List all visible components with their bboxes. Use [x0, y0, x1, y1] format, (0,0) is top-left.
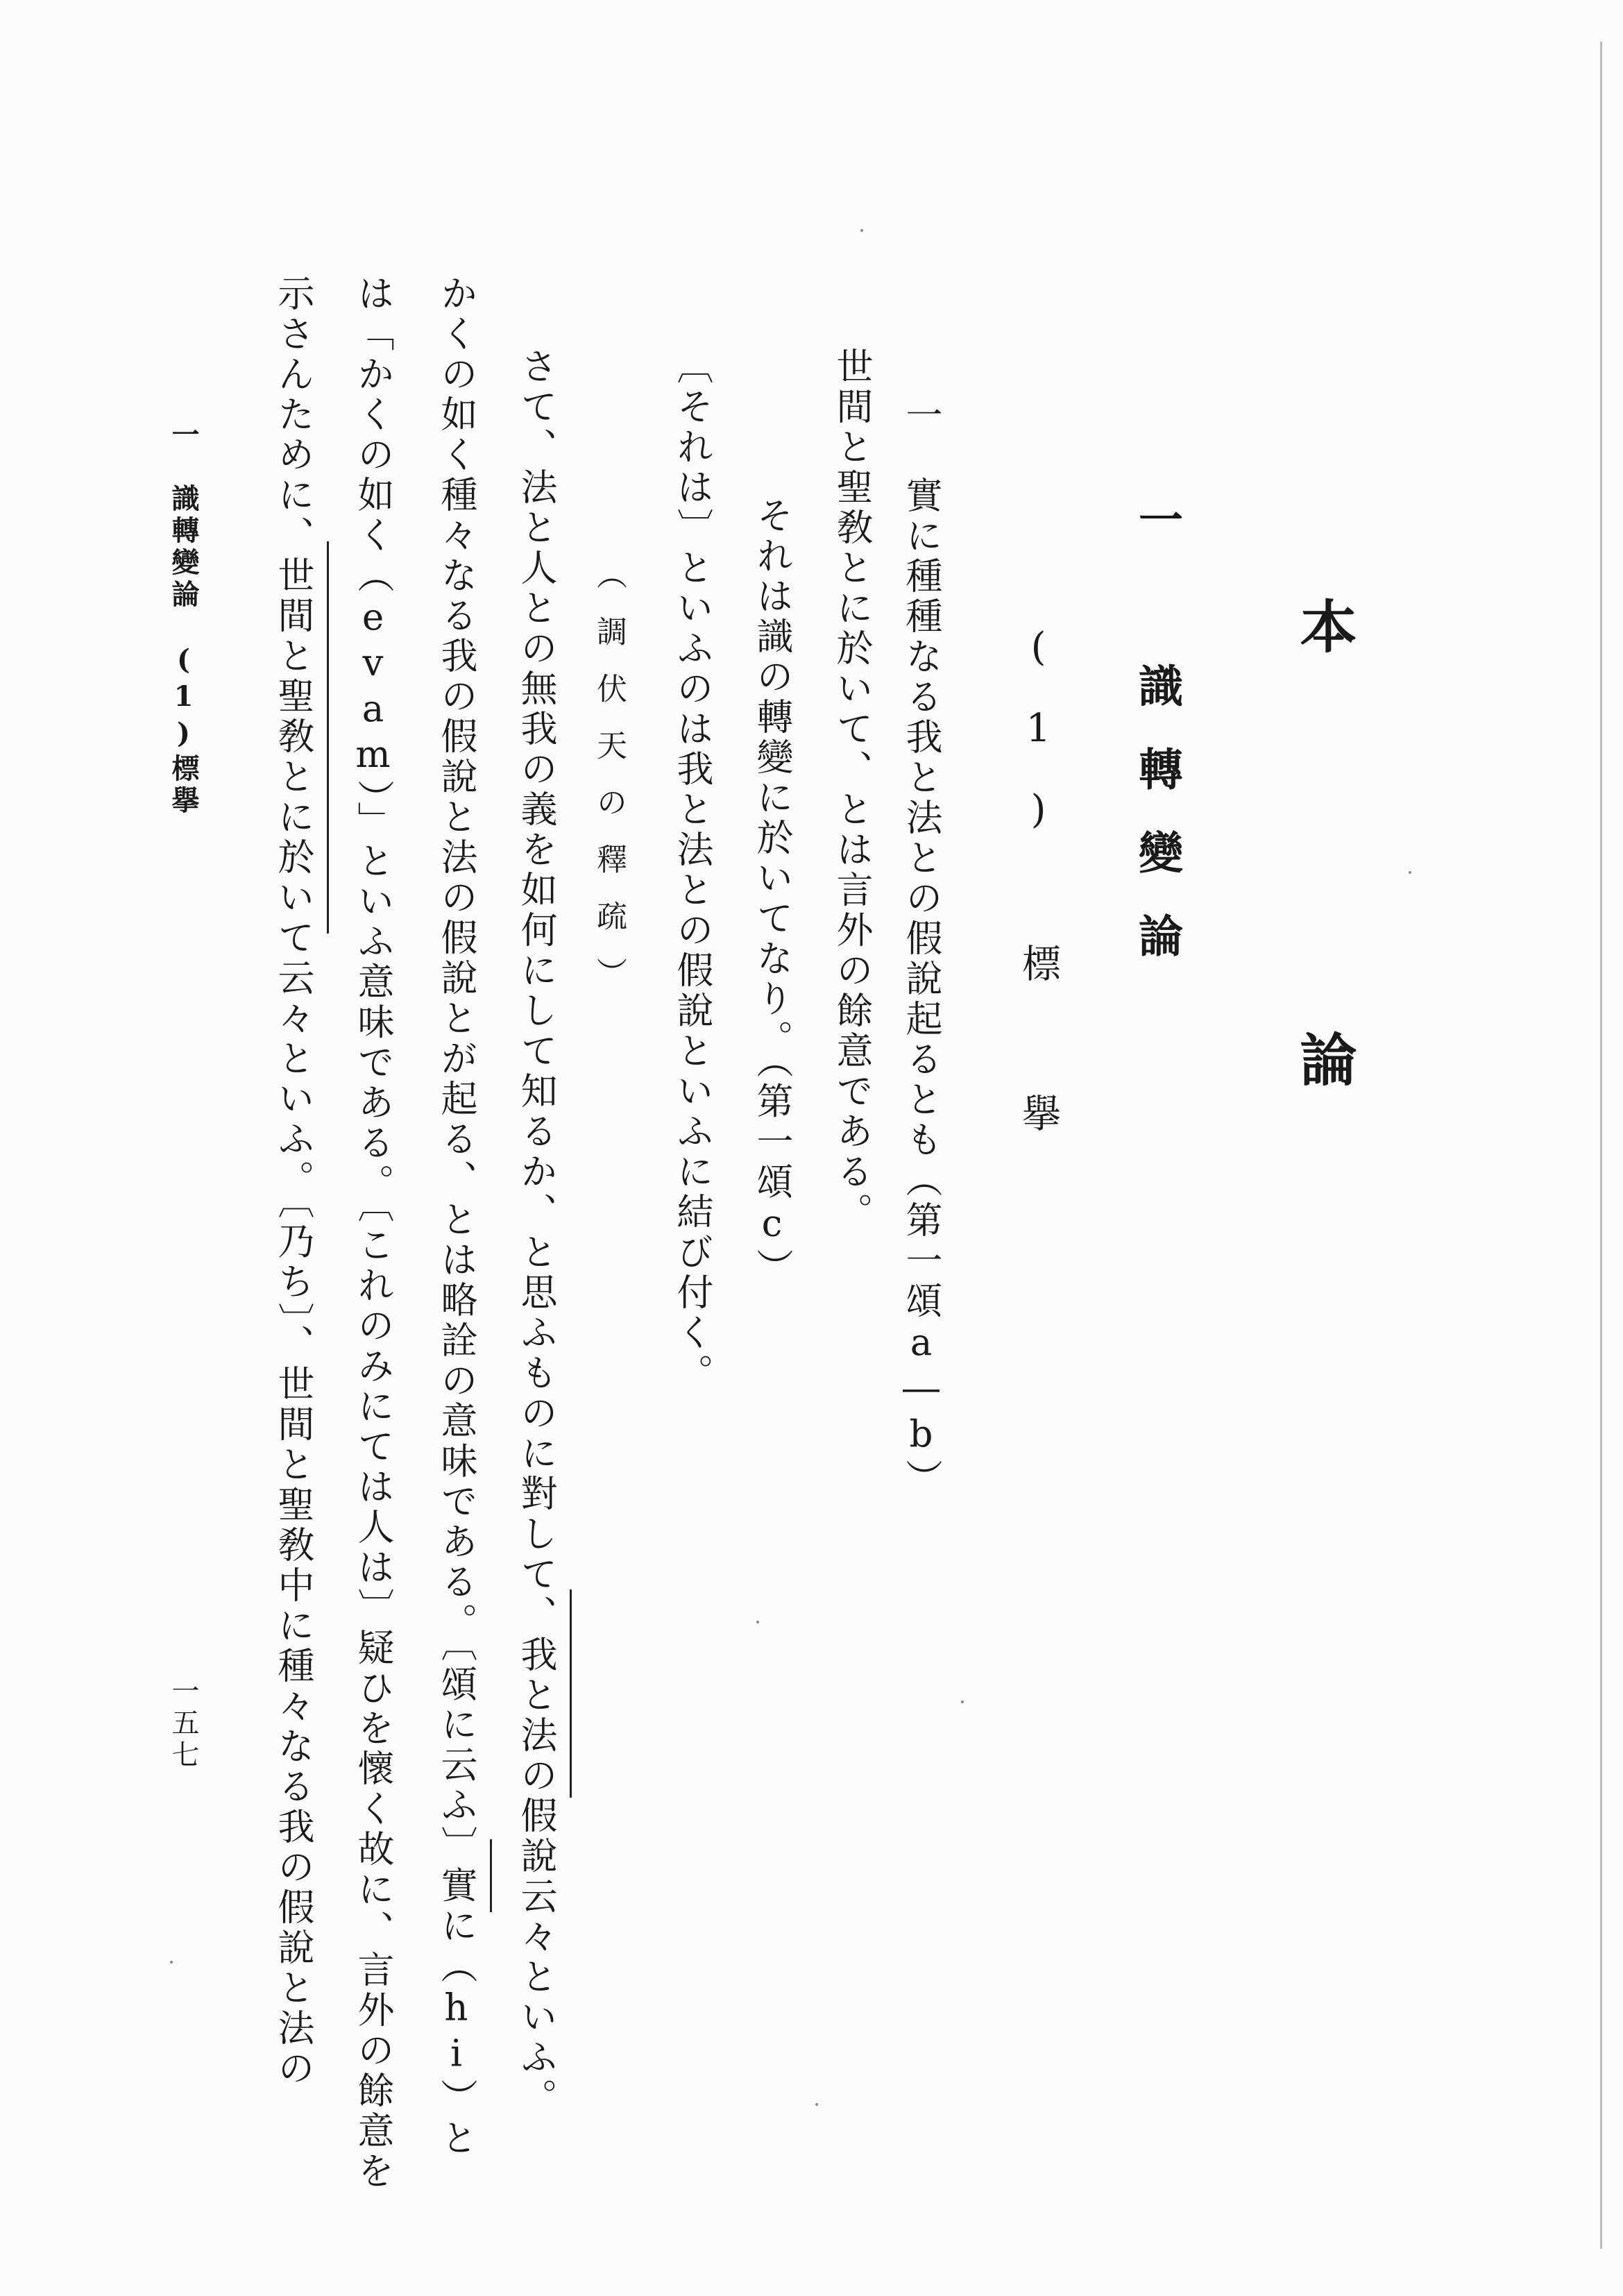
page-title: 本 論: [1291, 597, 1357, 1247]
scan-speck: [815, 2103, 818, 2106]
scan-speck: [756, 1621, 759, 1623]
commentary-line-2: 世間と聖敎とに於いて、とは言外の餘意である。: [831, 347, 873, 1233]
body-line-7: かくの如く種々なる我の假說と法の假說とが起る、とは略詮の意味である。〔頌に云ふ〕實に（hi）と: [435, 274, 477, 2159]
body-line-6: さて、法と人との無我の義を如何にして知るか、と思ふものに對して、我と法の假說云々といふ。: [515, 347, 557, 2118]
chapter-heading: 一 識轉變論: [1131, 496, 1183, 996]
verse-line-3: それは識の轉變に於いてなり。（第一頌c）: [751, 496, 793, 1289]
page-number: 一五七: [167, 1676, 199, 1772]
section-heading: (1) 標 擧: [1016, 625, 1061, 1168]
body-line-8: は「かくの如く（evam）」といふ意味である。〔これのみにては人は〕疑ひを懷く故に、言外の餘意を: [352, 274, 394, 2192]
verse-line-1: 一 實に種種なる我と法との假說起るとも（第一頌a―b）: [900, 396, 942, 1499]
underline-quote-1: [570, 1589, 572, 1798]
running-head: 一 識轉變論 (1)標擧: [167, 420, 200, 818]
scan-speck: [1409, 871, 1411, 874]
scan-speck: [170, 1961, 173, 1964]
body-line-9: 示さんために、世間と聖敎とに於いて云々といふ。〔乃ち〕、世間と聖敎中に種々なる我の假說と法の: [272, 274, 314, 2089]
underline-quote-2: [490, 1839, 492, 1912]
underline-quote-3: [327, 541, 329, 934]
scan-speck: [860, 229, 863, 232]
commentary-line-4: 〔それは〕といふのは我と法との假說といふに結び付く。: [671, 347, 713, 1394]
scan-speck: [961, 1700, 964, 1703]
subcommentary-heading: （調伏天の釋疏）: [591, 559, 627, 1014]
page-edge-shadow: [1600, 42, 1602, 2249]
